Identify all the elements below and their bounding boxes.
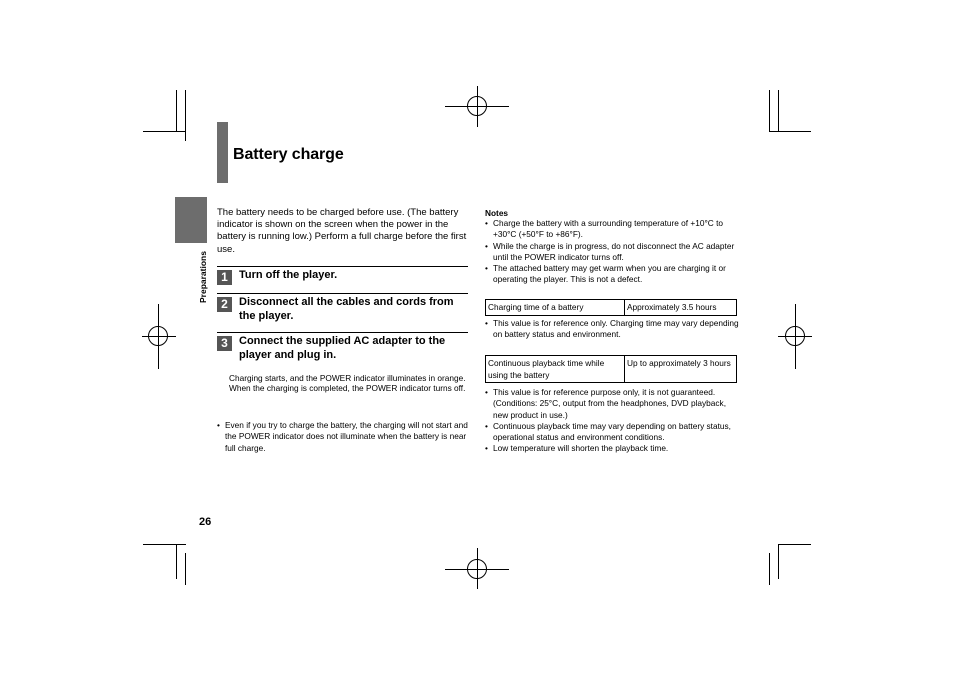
step-1-text: Turn off the player. bbox=[239, 269, 338, 281]
page-number: 26 bbox=[199, 516, 212, 528]
charge-time-table bbox=[485, 299, 737, 316]
step-divider bbox=[217, 266, 468, 267]
result-line: Charging starts, and the POWER indicator illuminates in orange. bbox=[229, 373, 466, 383]
list-item: • While the charge is in progress, do not disconnect the AC adapter until the POWER indicator turns off. bbox=[485, 241, 739, 264]
table-row bbox=[486, 300, 737, 316]
page-title: Battery charge bbox=[233, 146, 344, 163]
list-item: • Continuous playback time may vary depending on battery status, operational status and environment conditions. bbox=[485, 421, 739, 444]
step-3-text: Connect the supplied AC adapter to the player and plug in. bbox=[239, 335, 446, 361]
table-cell-label: Continuous playback time while using the battery bbox=[486, 356, 625, 383]
table-cell-label: Charging time of a battery bbox=[486, 300, 625, 316]
charge-notes-list bbox=[485, 318, 739, 341]
notes-heading: Notes bbox=[485, 208, 509, 218]
list-item: • Even if you try to charge the battery, the charging will not start and the POWER indicator does not illuminate when the battery is near full charge. bbox=[217, 420, 469, 454]
list-item: • Charge the battery with a surrounding temperature of +10°C to +30°C (+50°F to +86°F). bbox=[485, 218, 739, 241]
title-accent-bar bbox=[217, 122, 228, 183]
step-number-3: 3 bbox=[217, 336, 232, 351]
list-item: • Low temperature will shorten the playback time. bbox=[485, 443, 739, 454]
table-cell-value: Approximately 3.5 hours bbox=[625, 300, 737, 316]
step-3-result bbox=[229, 373, 469, 394]
intro-paragraph: The battery needs to be charged before use. (The battery indicator is shown on the screen when the power in the battery is running low.) Perform a full charge before the first use. bbox=[217, 207, 467, 255]
section-tab-label: Preparations bbox=[198, 251, 208, 303]
list-item: • This value is for reference only. Charging time may vary depending on battery status and environment. bbox=[485, 318, 739, 341]
step-divider bbox=[217, 293, 468, 294]
step-divider bbox=[217, 332, 468, 333]
list-item: • This value is for reference purpose only, it is not guaranteed. (Conditions: 25°C, output from the headphones, DVD playback, new product in use.) bbox=[485, 387, 739, 421]
table-cell-value: Up to approximately 3 hours bbox=[625, 356, 737, 383]
table-row bbox=[486, 356, 737, 383]
notes-list bbox=[485, 218, 739, 286]
playback-time-table bbox=[485, 355, 737, 383]
playback-notes-list bbox=[485, 387, 739, 455]
result-line: When the charging is completed, the POWER indicator turns off. bbox=[229, 383, 466, 394]
list-item: • The attached battery may get warm when you are charging it or operating the player. This is not a defect. bbox=[485, 263, 739, 286]
step-number-1: 1 bbox=[217, 270, 232, 285]
step-2-text: Disconnect all the cables and cords from the player. bbox=[239, 296, 454, 322]
step-number-2: 2 bbox=[217, 297, 232, 312]
left-bullet-list bbox=[217, 420, 469, 454]
